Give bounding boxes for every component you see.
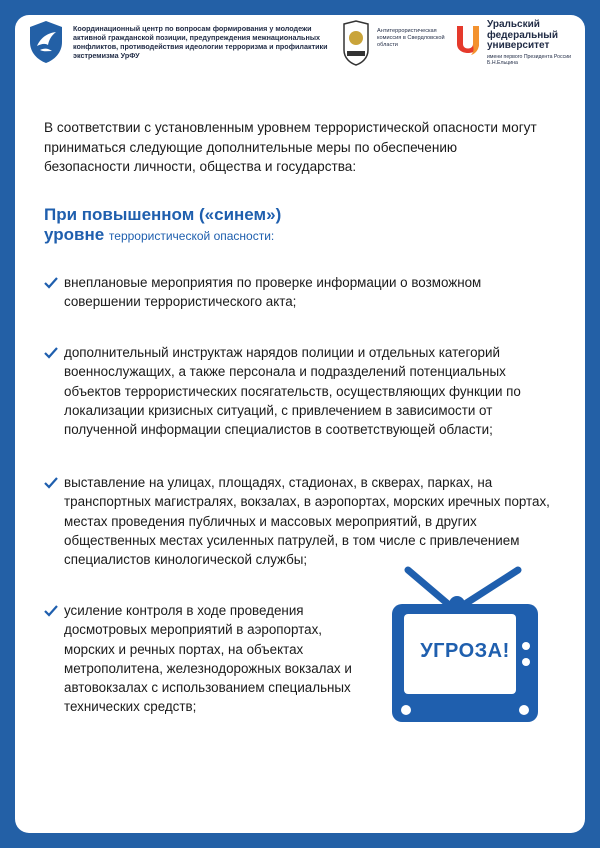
- checkmark-icon: [44, 605, 58, 617]
- heading-line-1: При повышенном («синем»): [44, 205, 282, 224]
- urfu-logo-icon: [453, 22, 483, 62]
- list-item-text: усиление контроля в ходе проведения досмотровых мероприятий в аэропортах, морских и речных портах, на объектах метрополитена, железнодорожных вокзалах и автовокзалах с использованием специальных технических средств;: [64, 603, 352, 715]
- list-item-text: дополнительный инструктаж нарядов полиции и отдельных категорий военнослужащих, а также персонала и подразделений потенциальных объектов террористических посягательств, осуществляющих функции по локализации кризисных ситуаций, с привлечением в зависимости от полученной информации специалистов в соответствующей области;: [64, 345, 521, 438]
- urfu-subtitle: имени первого Президента России Б.Н.Ельцина: [487, 54, 571, 67]
- emblem-seal-icon: [340, 20, 372, 66]
- list-item-text: внеплановые мероприятия по проверке информации о возможном совершении террористического акта;: [64, 275, 482, 310]
- threat-label: УГРОЗА!: [420, 640, 510, 662]
- threat-level-heading: [44, 205, 344, 246]
- coordination-center-name: Координационный центр по вопросам формирования у молодежи активной гражданской позиции, предупреждения межнациональных конфликтов, противодействия идеологии терроризма и профилактики экстремизма УрФУ: [73, 24, 328, 60]
- checkmark-icon: [44, 277, 58, 289]
- shield-dove-icon: [28, 20, 64, 64]
- heading-level-rest: террористической опасности:: [108, 229, 275, 243]
- list-item-text: выставление на улицах, площадях, стадионах, в скверах, парках, на транспортных магистралях, вокзалах, в аэропортах, морских иречных портах, местах проведения публичных и массовых мероприятий, в других общественных местах усиленных патрулей, в том числе с привлечением специалистов кинологической службы;: [64, 475, 550, 568]
- checkmark-icon: [44, 477, 58, 489]
- checkmark-icon: [44, 347, 58, 359]
- heading-level-word: уровне: [44, 225, 105, 244]
- urfu-name: Уральский федеральный университет: [487, 19, 558, 51]
- header: [25, 19, 571, 90]
- intro-paragraph: В соответствии с установленным уровнем террористической опасности могут приниматься следующие дополнительные меры по обеспечению безопасности личности, общества и государства:: [44, 120, 537, 174]
- antiterror-commission-name: Антитеррористическая комиссия в Свердловской области: [377, 28, 445, 48]
- heading-line-2: [44, 225, 344, 246]
